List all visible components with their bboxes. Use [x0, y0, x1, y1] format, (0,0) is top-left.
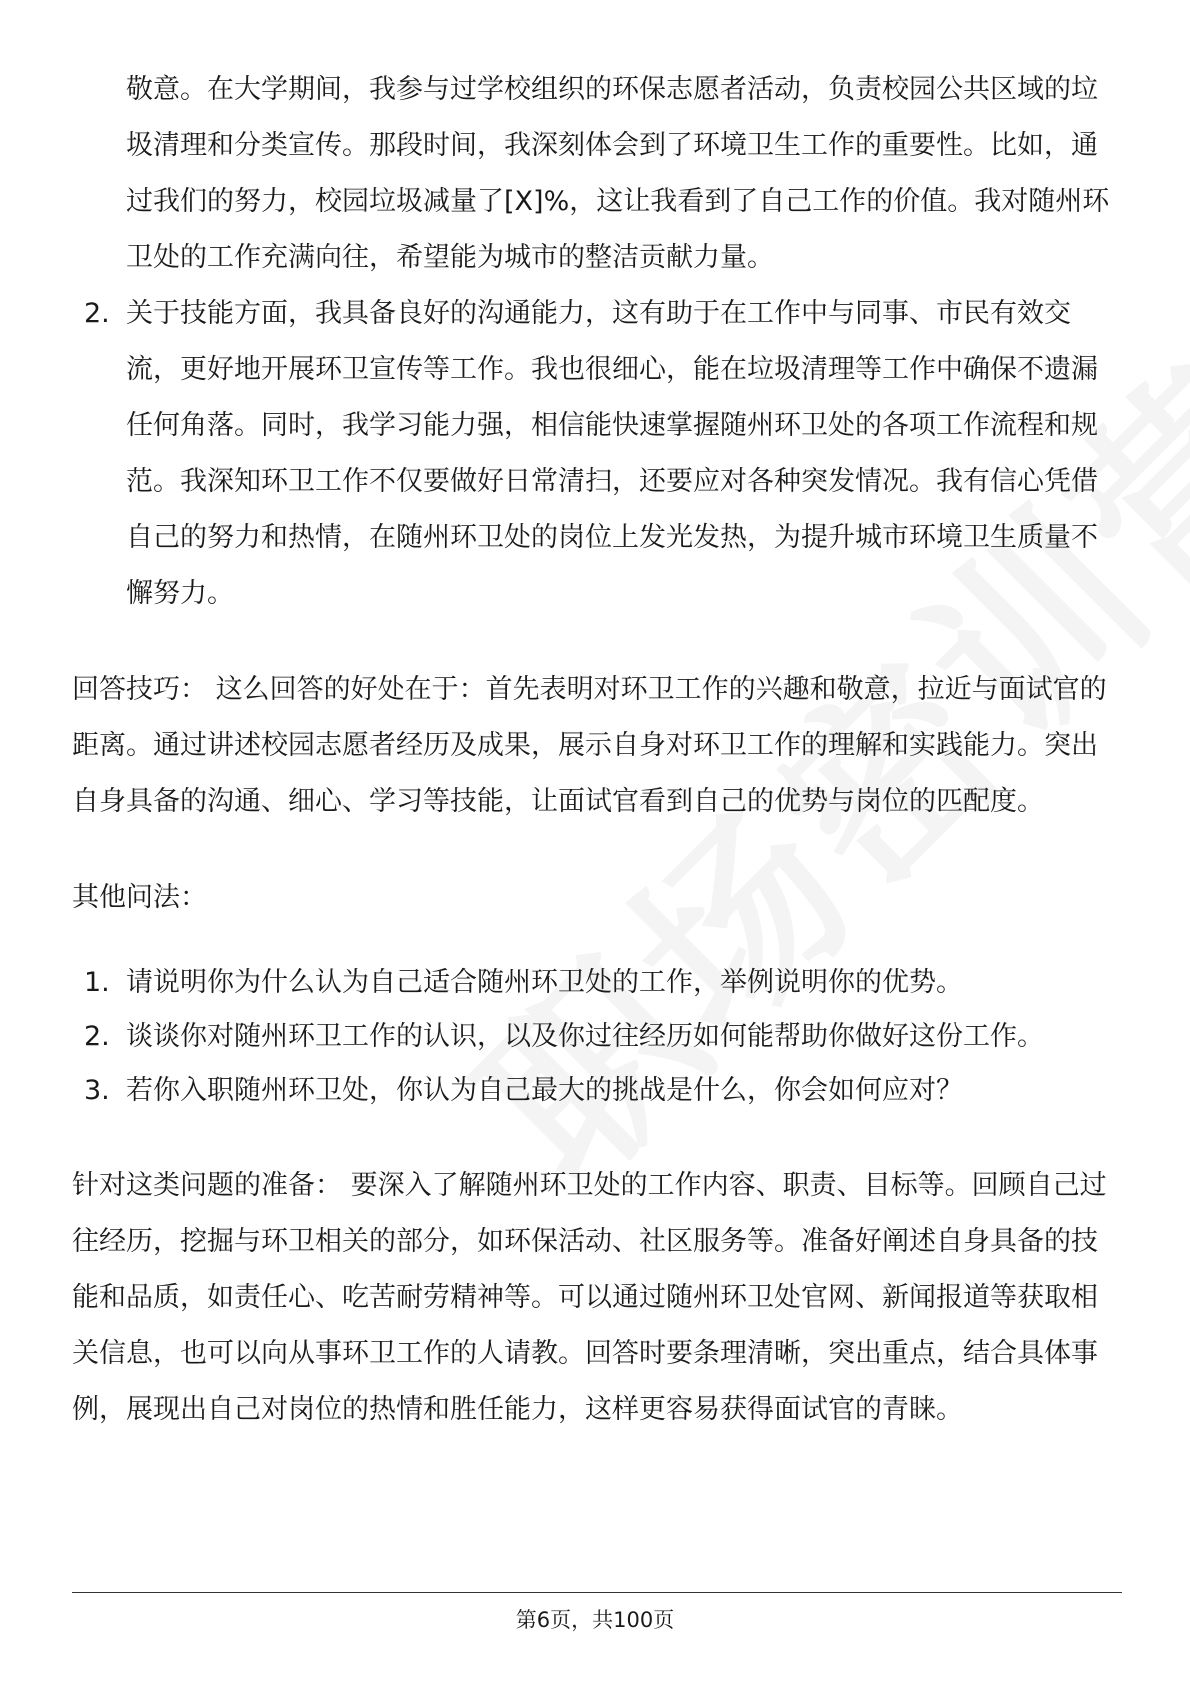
page-number: 第6页，共100页: [515, 1608, 675, 1632]
footer-divider: [72, 1592, 1122, 1593]
list-item-number: 1.: [84, 967, 110, 998]
list-item-number: 2.: [84, 1021, 110, 1052]
list-item: [72, 1064, 1122, 1118]
list-item-text: 关于技能方面，我具备良好的沟通能力，这有助于在工作中与同事、市民有效交流，更好地开展环卫宣传等工作。我也很细心，能在垃圾清理等工作中确保不遗漏任何角落。同时，我学习能力强，相信能快速掌握随州环卫处的各项工作流程和规范。我深知环卫工作不仅要做好日常清扫，还要应对各种突发情况。我有信心凭借自己的努力和热情，在随州环卫处的岗位上发光发热，为提升城市环境卫生质量不懈努力。: [126, 298, 1098, 609]
list-item: [72, 286, 1122, 622]
list-item-text: 若你入职随州环卫处，你认为自己最大的挑战是什么，你会如何应对？: [126, 1075, 963, 1106]
other-questions-heading: 其他问法：: [72, 882, 207, 913]
continued-paragraph: 敬意。在大学期间，我参与过学校组织的环保志愿者活动，负责校园公共区域的垃圾清理和分类宣传。那段时间，我深刻体会到了环境卫生工作的重要性。比如，通过我们的努力，校园垃圾减量了[X]%，这让我看到了自己工作的价值。我对随州环卫处的工作充满向往，希望能为城市的整洁贡献力量。: [126, 74, 1110, 273]
list-item-text: 谈谈你对随州环卫工作的认识，以及你过往经历如何能帮助你做好这份工作。: [126, 1021, 1044, 1052]
list-item-number: 2.: [84, 298, 110, 329]
answer-tips: 回答技巧： 这么回答的好处在于：首先表明对环卫工作的兴趣和敬意，拉近与面试官的距离。通过讲述校园志愿者经历及成果，展示自身对环卫工作的理解和实践能力。突出自身具备的沟通、细心、学习等技能，让面试官看到自己的优势与岗位的匹配度。: [72, 674, 1107, 817]
answer-list: [72, 286, 1122, 622]
list-item: [72, 1010, 1122, 1064]
list-item-number: 3.: [84, 1075, 110, 1106]
list-item-text: 请说明你为什么认为自己适合随州环卫处的工作，举例说明你的优势。: [126, 967, 963, 998]
preparation-paragraph: 针对这类问题的准备： 要深入了解随州环卫处的工作内容、职责、目标等。回顾自己过往经历，挖掘与环卫相关的部分，如环保活动、社区服务等。准备好阐述自身具备的技能和品质，如责任心、吃苦耐劳精神等。可以通过随州环卫处官网、新闻报道等获取相关信息，也可以向从事环卫工作的人请教。回答时要条理清晰，突出重点，结合具体事例，展现出自己对岗位的热情和胜任能力，这样更容易获得面试官的青睐。: [72, 1170, 1107, 1425]
list-item: [72, 956, 1122, 1010]
other-questions-list: [72, 956, 1122, 1118]
document-body: [72, 62, 1122, 1438]
